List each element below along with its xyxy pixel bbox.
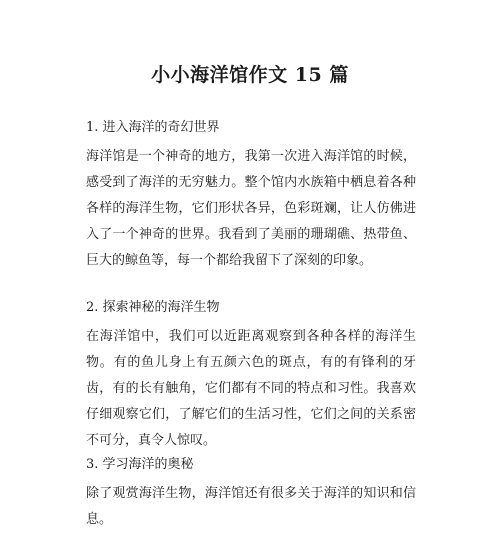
section-paragraph: 海洋馆是一个神奇的地方，我第一次进入海洋馆的时候，感受到了海洋的无穷魅力。整个馆内水族箱中栖息着各种各样的海洋生物，它们形状各异，色彩斑斓，让人仿佛进入了一个神奇的世界。我看到了美丽的珊瑚礁、热带鱼、巨大的鲸鱼等，每一个都给我留下了深刻的印象。 [86, 149, 416, 268]
section-2 [86, 298, 416, 454]
section-heading: 3. 学习海洋的奥秘 [86, 457, 194, 472]
document-title: 小小海洋馆作文 15 篇 [151, 64, 349, 86]
section-1 [86, 118, 416, 274]
section-paragraph: 除了观赏海洋生物，海洋馆还有很多关于海洋的知识和信息。 [86, 486, 416, 527]
section-heading: 2. 探索神秘的海洋生物 [86, 300, 220, 315]
section-heading: 1. 进入海洋的奇幻世界 [86, 120, 220, 135]
section-3 [86, 455, 416, 533]
section-paragraph: 在海洋馆中，我们可以近距离观察到各种各样的海洋生物。有的鱼儿身上有五颜六色的斑点，有的有锋利的牙齿，有的长有触角，它们都有不同的特点和习性。我喜欢仔细观察它们，了解它们的生活习性，它们之间的关系密不可分，真令人惊叹。 [86, 329, 416, 448]
